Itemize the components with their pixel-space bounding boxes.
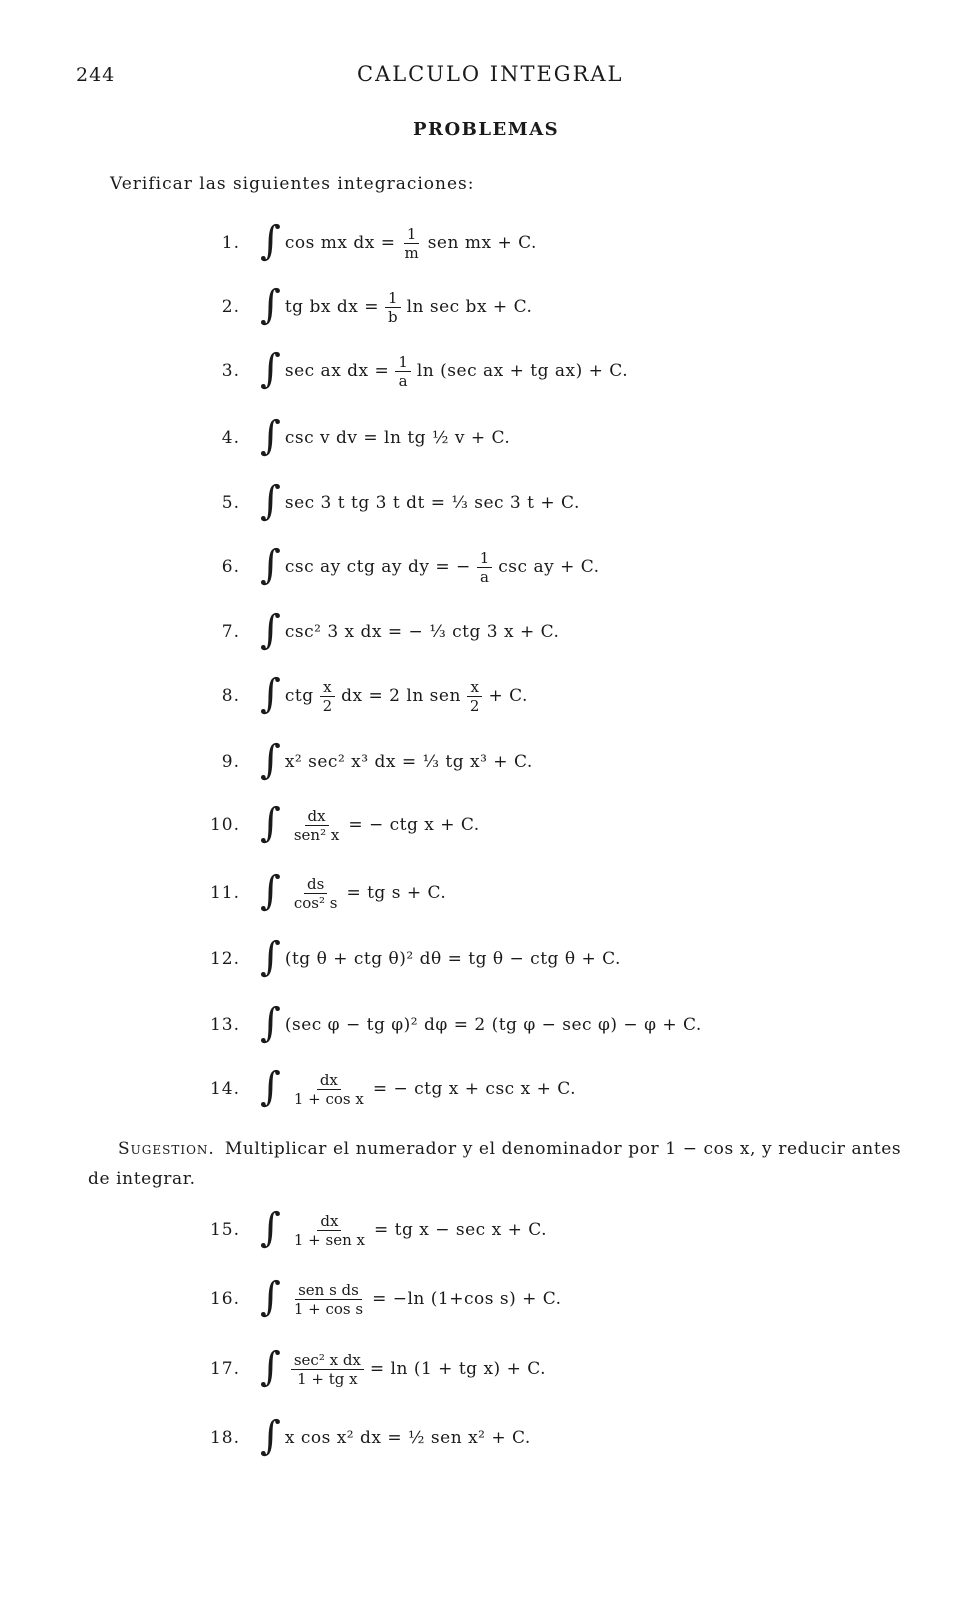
expression-text: csc v dv = ln tg ½ v + C. bbox=[284, 428, 511, 448]
problem-expression bbox=[260, 1000, 702, 1046]
fraction bbox=[291, 1281, 366, 1318]
problem-expression bbox=[260, 1064, 577, 1110]
problem-row bbox=[0, 737, 960, 787]
fraction-denominator: a bbox=[398, 371, 408, 390]
expression-text: sen mx + C. bbox=[427, 233, 537, 253]
fraction bbox=[291, 807, 342, 844]
problem-row bbox=[0, 478, 960, 528]
problem-number: 5. bbox=[221, 493, 240, 513]
expression-text: (sec φ − tg φ)² dφ = 2 (tg φ − sec φ) − φ + C. bbox=[284, 1015, 702, 1035]
problem-row bbox=[0, 1000, 960, 1050]
fraction-denominator: cos² s bbox=[293, 893, 338, 912]
fraction bbox=[291, 1071, 367, 1108]
problem-number: 14. bbox=[209, 1079, 240, 1099]
expression-text: sec 3 t tg 3 t dt = ⅓ sec 3 t + C. bbox=[284, 493, 580, 513]
integral-sign: ∫ bbox=[260, 542, 281, 588]
expression-text: tg bx dx = bbox=[284, 297, 379, 317]
fraction-numerator: dx bbox=[317, 1071, 341, 1090]
integral-sign: ∫ bbox=[260, 1205, 281, 1251]
problem-expression bbox=[260, 868, 447, 914]
problem-expression bbox=[260, 800, 480, 846]
fraction bbox=[320, 678, 336, 715]
integral-sign: ∫ bbox=[260, 737, 281, 783]
problem-number: 11. bbox=[209, 883, 240, 903]
section-title: PROBLEMAS bbox=[413, 119, 560, 140]
problem-number: 4. bbox=[221, 428, 240, 448]
integral-sign: ∫ bbox=[260, 1000, 281, 1046]
page-number: 244 bbox=[76, 64, 116, 86]
problem-expression bbox=[260, 737, 533, 783]
expression-text: (tg θ + ctg θ)² dθ = tg θ − ctg θ + C. bbox=[284, 949, 621, 969]
fraction-numerator: dx bbox=[317, 1212, 341, 1231]
fraction-numerator: dx bbox=[305, 807, 329, 826]
expression-text: x² sec² x³ dx = ⅓ tg x³ + C. bbox=[284, 752, 533, 772]
problem-number: 10. bbox=[209, 815, 240, 835]
integral-sign: ∫ bbox=[260, 868, 281, 914]
problem-number: 17. bbox=[209, 1359, 240, 1379]
problem-expression bbox=[260, 1205, 548, 1251]
running-title: CALCULO INTEGRAL bbox=[357, 62, 624, 86]
problem-row bbox=[0, 868, 960, 918]
suggestion-label: Sugestion. bbox=[118, 1139, 215, 1159]
problem-row bbox=[0, 800, 960, 850]
fraction-denominator: 1 + tg x bbox=[297, 1369, 358, 1388]
fraction-denominator: b bbox=[387, 307, 398, 326]
integral-sign: ∫ bbox=[260, 934, 281, 980]
expression-text: csc ay + C. bbox=[498, 557, 600, 577]
problem-number: 7. bbox=[221, 622, 240, 642]
expression-text: cos mx dx = bbox=[284, 233, 396, 253]
problem-expression bbox=[260, 346, 629, 392]
problem-number: 2. bbox=[221, 297, 240, 317]
expression-text: = − ctg x + C. bbox=[348, 815, 480, 835]
fraction-numerator: x bbox=[320, 678, 334, 697]
problem-number: 15. bbox=[209, 1220, 240, 1240]
problem-row bbox=[0, 671, 960, 721]
fraction-numerator: 1 bbox=[395, 353, 411, 372]
problem-row bbox=[0, 1205, 960, 1255]
fraction-numerator: sec² x dx bbox=[291, 1351, 364, 1370]
expression-text: sec ax dx = bbox=[284, 361, 390, 381]
problem-number: 6. bbox=[221, 557, 240, 577]
expression-text: = ln (1 + tg x) + C. bbox=[369, 1359, 547, 1379]
problem-number: 8. bbox=[221, 686, 240, 706]
fraction bbox=[291, 1351, 364, 1388]
problem-number: 18. bbox=[209, 1428, 240, 1448]
integral-sign: ∫ bbox=[260, 413, 281, 459]
problem-expression bbox=[260, 478, 580, 524]
problem-expression bbox=[260, 671, 528, 717]
fraction bbox=[401, 225, 421, 262]
integral-sign: ∫ bbox=[260, 218, 281, 264]
expression-text: csc ay ctg ay dy = − bbox=[284, 557, 471, 577]
fraction bbox=[477, 549, 493, 586]
problem-number: 9. bbox=[221, 752, 240, 772]
problem-expression bbox=[260, 934, 621, 980]
fraction-numerator: ds bbox=[304, 875, 327, 894]
integral-sign: ∫ bbox=[260, 671, 281, 717]
problem-expression bbox=[260, 218, 537, 264]
problem-row bbox=[0, 1344, 960, 1394]
fraction-numerator: x bbox=[467, 678, 481, 697]
expression-text: csc² 3 x dx = − ⅓ ctg 3 x + C. bbox=[284, 622, 560, 642]
problem-number: 3. bbox=[221, 361, 240, 381]
fraction-denominator: a bbox=[480, 567, 489, 586]
expression-text: ctg bbox=[284, 686, 314, 706]
integral-sign: ∫ bbox=[260, 346, 281, 392]
integral-sign: ∫ bbox=[260, 1344, 281, 1390]
problem-number: 1. bbox=[221, 233, 240, 253]
problem-expression bbox=[260, 542, 600, 588]
problem-row bbox=[0, 413, 960, 463]
problem-row bbox=[0, 934, 960, 984]
intro-text: Verificar las siguientes integraciones: bbox=[110, 174, 475, 194]
expression-text: = tg s + C. bbox=[346, 883, 447, 903]
integral-sign: ∫ bbox=[260, 800, 281, 846]
problem-row bbox=[0, 218, 960, 268]
fraction bbox=[291, 1212, 368, 1249]
fraction bbox=[467, 678, 483, 715]
problem-row bbox=[0, 346, 960, 396]
problem-number: 13. bbox=[209, 1015, 240, 1035]
fraction-denominator: m bbox=[404, 243, 419, 262]
problem-row bbox=[0, 1413, 960, 1463]
expression-text: ln sec bx + C. bbox=[406, 297, 533, 317]
expression-text: = − ctg x + csc x + C. bbox=[372, 1079, 577, 1099]
suggestion-text: Multiplicar el numerador y el denominador por 1 − cos x, y reducir antes de integrar. bbox=[88, 1139, 902, 1189]
fraction-numerator: 1 bbox=[385, 289, 401, 308]
integral-sign: ∫ bbox=[260, 1274, 281, 1320]
problem-expression bbox=[260, 282, 533, 328]
fraction-denominator: sen² x bbox=[293, 825, 340, 844]
fraction-numerator: 1 bbox=[404, 225, 420, 244]
integral-sign: ∫ bbox=[260, 478, 281, 524]
problem-expression bbox=[260, 1344, 547, 1390]
suggestion-paragraph bbox=[88, 1134, 928, 1194]
problem-row bbox=[0, 1274, 960, 1324]
integral-sign: ∫ bbox=[260, 1413, 281, 1459]
problem-row bbox=[0, 542, 960, 592]
expression-text: ln (sec ax + tg ax) + C. bbox=[416, 361, 629, 381]
fraction bbox=[291, 875, 341, 912]
expression-text: dx = 2 ln sen bbox=[341, 686, 461, 706]
fraction bbox=[385, 289, 401, 326]
problem-row bbox=[0, 282, 960, 332]
fraction bbox=[395, 353, 411, 390]
problem-expression bbox=[260, 607, 560, 653]
problem-expression bbox=[260, 1274, 562, 1320]
integral-sign: ∫ bbox=[260, 282, 281, 328]
problem-expression bbox=[260, 1413, 531, 1459]
fraction-numerator: sen s ds bbox=[295, 1281, 362, 1300]
integral-sign: ∫ bbox=[260, 607, 281, 653]
expression-text: = −ln (1+cos s) + C. bbox=[372, 1289, 562, 1309]
fraction-denominator: 1 + sen x bbox=[293, 1230, 365, 1249]
fraction-denominator: 2 bbox=[469, 696, 480, 715]
fraction-numerator: 1 bbox=[477, 549, 493, 568]
problem-expression bbox=[260, 413, 511, 459]
expression-text: = tg x − sec x + C. bbox=[373, 1220, 548, 1240]
expression-text: x cos x² dx = ½ sen x² + C. bbox=[284, 1428, 531, 1448]
fraction-denominator: 1 + cos x bbox=[293, 1089, 364, 1108]
problem-row bbox=[0, 607, 960, 657]
fraction-denominator: 1 + cos s bbox=[293, 1299, 364, 1318]
integral-sign: ∫ bbox=[260, 1064, 281, 1110]
problem-row bbox=[0, 1064, 960, 1114]
expression-text: + C. bbox=[488, 686, 528, 706]
fraction-denominator: 2 bbox=[322, 696, 333, 715]
problem-number: 12. bbox=[209, 949, 240, 969]
problem-number: 16. bbox=[209, 1289, 240, 1309]
